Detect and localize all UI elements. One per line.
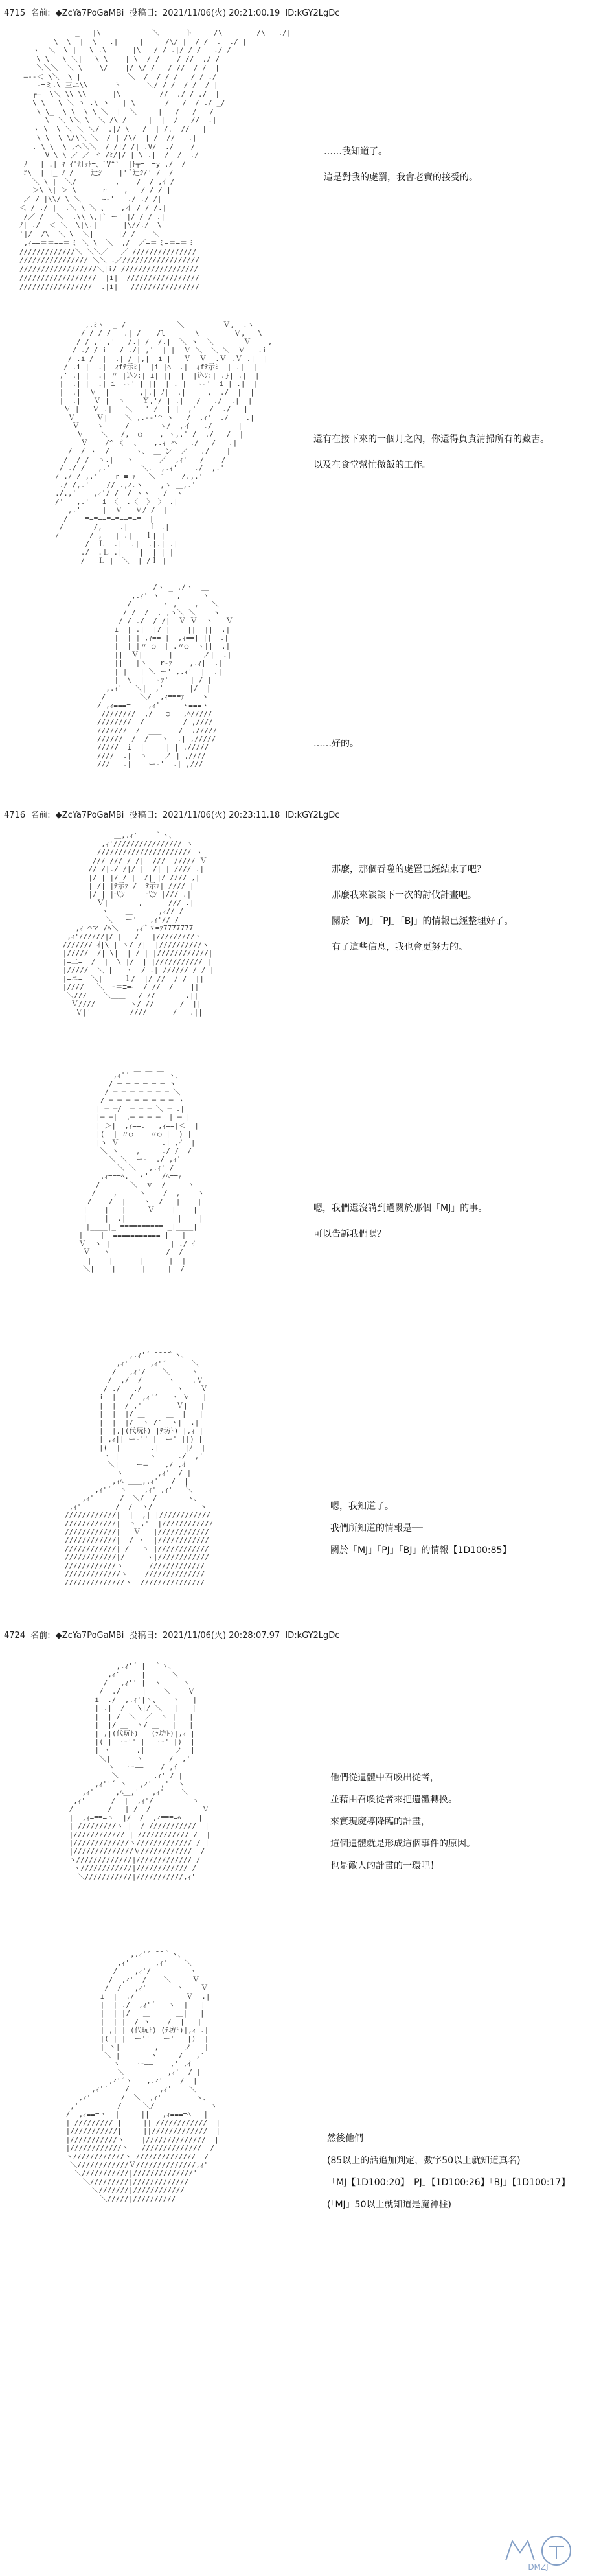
post-trip: ◆ZcYa7PoGaMBi <box>55 1631 124 1640</box>
post-name-label: 名前: <box>30 811 51 820</box>
dmzj-logo-icon <box>493 2527 584 2572</box>
dialog-text-block <box>313 426 579 478</box>
dialog-text-block <box>330 1495 583 1561</box>
post-datetime: 2021/11/06(火) 20:28:07.97 <box>163 1631 280 1640</box>
dialog-line: 然後他們 <box>327 2133 363 2144</box>
post-datetime: 2021/11/06(火) 20:21:00.19 <box>163 8 280 18</box>
post-header <box>4 4 574 23</box>
ascii-art-character: ,.ﾐヽ _ / ＼ Ｖ, .ヽ / / / / .| / /l \ Ｖ, \ / / ,' ,' /.| / /.| ＼ ヽ ＼ Ｖ , / ./ / i / ./| ,' | | Ｖ ＼ ＼ ＼ Ｖ .i / .i / | .| / |,| i | Ｖ Ｖ .Ｖ .Ｖ .| | / .i | .| ｨfﾃ示ﾐ| |i |ﾍ .| ｨfﾃ示ﾐ | .| | ,' .| | .| 〃 |込ﾝ:| i| || | |込ﾝ:| .}| .| | | .| | .| i ｰｰ' | || | . | ｰｰ' i | .| | | .| Ｖ | ,|.| ﾉ| .| , ./ | | | .| Ｖ | ヽ Ｙ,'/ | .| / ./ .| | Ｖ | Ｖ .| ＼ ' / | | ,' / ./ | Ｖ Ｖ| ＼ ,.-‐'^ ヽ / ,ｨ' ./ .| Ｖ ヽ / ヽ/ ,イ ./ | Ｖ ＼ /, ○ , ヽ,.' / ./ / | Ｖ /^ く 、 ,.ｨ ハ ./ / .| / / ヽ / ___ ヽ、 ＿_ン ／ ./ | / / / ヽ.| ヽ ／ ,ｨ' / / / ./ / ,.' ＼. ,.ｨ' ./ ,.' / ./ / ,.' r=≡=ｧ ＼ ′ /.,.' ./ /,.' // .,ｨ.ヽ ,ヽ ＿,.' ./.,' ,ｨ'/ / / ヽヽ / ヽ /' ,.' i 〈 .〈 〉 〉 .| ,.' | Ｖ Ｖ/ / | / ≡=≡==≡=≡==≡=≡ | / /, .| ｌ .| / / , | .| ｌ| | / Ｌ .| .| .|.| .| ./ .Ｌ .| | | | | / Ｌ | ＼ | /ｌ | <box>55 321 273 565</box>
dialog-line: 以及在食堂幫忙做飯的工作。 <box>313 460 431 470</box>
dialog-line: 關於「MJ」「PJ」「BJ」的情報已經整理好了。 <box>332 916 514 926</box>
dialog-text-block <box>324 139 570 190</box>
post-date-label: 投稿日: <box>129 8 157 18</box>
dialog-line: 我們所知道的情報是── <box>330 1523 423 1534</box>
dialog-line: 可以告訴我們嗎？ <box>313 1229 386 1239</box>
dialog-line: 那麼我來談談下一次的討伐計畫吧。 <box>332 890 477 901</box>
dialog-line: 嗯，我知道了。 <box>330 1501 394 1512</box>
dialog-line: 嗯，我們還沒講到過關於那個「MJ」的事。 <box>313 1203 488 1213</box>
ascii-art-character: ,.ｨ'´ ̄ ̄ ̄ ̄｀ヽ、 ,ｨ' ,ｨ'´ ＼ / ,ｨ'/ ＼ ヽ / ,/ / ヽ .Ｖ / ./ ./ ヽ Ｖ i | / ,ｨ'´ ヽ Ｖ | | | / ,' Ｖ| | | | |/ ＿_ ＿_ | | | | |/ ̄ ̄ヽ /' ̄ ̄ヽ| .| | |,|(代玩ﾄ) |ﾃ坊ﾄ) |,ｨ | | ,ｨ|| ー‐'' | ー' ||) | |( | .| |ﾉ | ヽ | ヽ ./ ,' ＼| ー― ,/ ,ｲ ヽ ,ｨ' / | ,ｨﾍ ＿＿,.ｨ' / | ,ｨ'´ ヽ ,ｨ' ,ｨ' ＼ ,ｨ' / ＼/ / ヽ、 ,ｨ' / / ヽ/ ヽ ////////////| | ,| |//////////// ////////////| ヽ ,' |//////////// ////////////| Ｖ |//////////// ////////////| / ヽ |//////////// ////////////| / ヽ |//////////// ////////////|/ ヽ|//////////// ////////////ヽ ///////////// /////////////ヽ ////////////// //////////////ヽ /////////////// <box>65 1351 214 1587</box>
dialog-line: 「MJ【1D100:20】「PJ」【1D100:26】「BJ」【1D100:17】 <box>327 2178 571 2188</box>
site-watermark-logo <box>493 2527 584 2572</box>
post-header <box>4 1626 574 1646</box>
ascii-art-character: ｜ ,.ｨ'´ | ｀ヽ、 ,ｨ' | ＼ / ,ｨ'' | ヽ ヽ / ./ | ＼ Ｖ i ./ ,.ｨ'|ヽ、 ヽ | | .| / \|/ ＼ | | | | / ＼ ／ ヽ | | | |/ ＿_ ヽ/ ＿_ | | | ,|(代玩ﾄ) (ﾃ坊ﾄ)|,ｨ | |( | ー'' | ー' |) | | ヽ .| ノ | ＼| ヽ / ,' ヽ ー―― / ,ｲ ＼ ,ｨ' / | ,ｨ''´ ヽ ,ｨ' ,' ヽ ,ｨ' ,ﾍ＿,' ,ｨ' ＼ ,ｨ' / | ,ｨ'/ ヽ / / | / / Ｖ | ,ｨ=≡≡=ヽ |/ / ,ｨ≡≡≡=ﾍ | | /////////ヽ | / /////////// | |//////////// | //////////// / | |/////////////ヽ///////////// / | |//////////////Ｖ//////////// / ヽ/////////////|///////////// / ヽ////////////|//////////// / ＼///////////|///////////,ｨ' <box>69 1653 211 1881</box>
dialog-text-block <box>332 857 584 960</box>
dialog-text-block <box>330 1767 583 1877</box>
ascii-art-character: ＿,.ｨ' ̄ ̄ ̄ ｀ヽ、 ,ｨ'//////////////// ヽ ////////////////////// ヽ /// /// / /| /// ///// Ｖ // /|./ /|/ | /| | //// .| |/ | |/ / | /| |/ //// ,| | /| |ﾃ示ｧ / ﾃ示ｧ| //// | |/ | |弋ﾝ 弋ﾝ |/// .| Ｖ| , /// .| ヽ ＿_ ,ｨ// / ＼ ー' ,ｨ'// / ,ｨ ⌒マ /ﾍ＼___ ,ｨ'ﾞヾ=ｧ7777777 ,ｨ'//////|/ | / |/////////ヽ /////// ｲ|\ | ヽ/ /| |//////////ヽ |///// /| \| | / | |////////////| |=二= / | \ |/ | |/////////// | |///// ＼ | ヽ / .| ////// / / | |=ニ= ＼| ｌ/ |/ // / / || |//// ＼ ー＝≡=ｰ / // / || ＼/// ＼＿＿ / // .|| Ｖ//// ヽ/ // / || Ｖ|' //// / .|| <box>62 831 214 1017</box>
post-datetime: 2021/11/06(火) 20:23:11.18 <box>163 811 280 820</box>
dialog-line: 他們從遺體中召喚出從者， <box>330 1773 439 1783</box>
dialog-line: 有了這些信息，我也會更努力的。 <box>332 942 468 952</box>
post-name-label: 名前: <box>30 1631 51 1640</box>
dialog-text-block <box>313 1195 585 1247</box>
dialog-line: 來實現魔導降臨的計畫， <box>330 1817 430 1827</box>
post-id: ID:kGY2LgDc <box>285 811 340 820</box>
post-trip: ◆ZcYa7PoGaMBi <box>55 8 124 18</box>
dialog-line: 還有在接下來的一個月之內，你還得負責清掃所有的藏書。 <box>313 434 549 444</box>
post-number: 4716 <box>4 811 26 820</box>
watermark-text: DMZJ <box>528 2562 549 2571</box>
ascii-art-character: ＿＿＿＿＿ ,ｨ'´ ￣ ￣ ￣ ヽ、 / ─ ─ ─ ─ ─ ─ ヽ / ─ ─ ─ ─ ─ ─ ─ ＼ / ─ ─ ─ ─ ─ ─ ─ ─ ヽ | ─ ─/ ─ ─ ─ ＼ ─ .| |─ ─| .─ ─ ─ ─ | ─ | | ＞| ,ｨ==. ,ｨ==|＜ | |( | 〃○ 〃○ | ) | |ヽ Ｖ .| ,ｲ | ＼ ヽ , ./ / / ＼ ＼ ー‐ ./ ,ｨ' ＼ ＼ ,.ｨ' / ,ｨ===ﾍ. ヽ' __/ﾍ==ｧ / ＼ ｖ / ヽ / , ヽ / , ヽ / / | ヽ / | | | | | Ｖ | | | | .| | | ＿|____|_ ≡≡≡≡≡≡≡≡≡≡ _|____|＿ | | ≡≡≡≡≡≡≡≡≡≡≡ | | Ｖ ヽ | | ./ ｲ Ｖ ヽ / / | | | | | ＼| | | | / <box>78 1063 205 1273</box>
dialog-line: 關於「MJ」「PJ」「BJ」的情報【1D100:85】 <box>330 1545 512 1556</box>
post-id: ID:kGY2LgDc <box>285 1631 340 1640</box>
dialog-line: 那麼，那個吞噬的處置已經結束了吧？ <box>332 864 486 875</box>
post-date-label: 投稿日: <box>129 811 157 820</box>
dialog-line: (85以上的話追加判定，數字50以上就知道真名) <box>327 2156 521 2166</box>
dialog-line: ……好的。 <box>313 739 359 749</box>
post-number: 4715 <box>4 8 26 18</box>
post-number: 4724 <box>4 1631 26 1640</box>
dialog-line: 這個遺體就是形成這個事件的原因。 <box>330 1839 475 1849</box>
dialog-line: 並藉由召喚從者來把遺體轉換。 <box>330 1795 457 1805</box>
post-trip: ◆ZcYa7PoGaMBi <box>55 811 124 820</box>
post-date-label: 投稿日: <box>129 1631 157 1640</box>
dialog-line: (「MJ」50以上就知道是魔神柱) <box>327 2200 451 2210</box>
dialog-line: 這是對我的處罰，我會老實的接受的。 <box>324 172 478 183</box>
ascii-art-character: _ |\ ＼ ト /\ /\ ./| \ \ | \ .| | /\/ | / / . ./ | ヽ ＼ \ | \ .\ |\ / / .|/ / / ./ / \ \ \ ＼| \ \ | \ / / / // ./ / ＼＼＼ ＼ \ \/ |/ \/ / / // / / | ―--＜ \＼ \ | ＼ / / / / / / ./ -=ミ.\ 三ニ\\ ト ＼/ / / / / / | ┌― \＼ \\ \\ |\ // ./ / ./ | \ \ \ ＼ ヽ .\ ヽ | \ / / / ./ _/ \ \_ \ \ \ \ ＼ | ＼ | / / / \ ＼ \＼ \ ＼ /\ / | | / // .| ヽ \ \ ＼ ＼ ＼/ .|/ \ / | /. // | \ \ \ \/\＼ ＼ / | /\/ | / // .| . \ \ \ ,へ＼＼ / /|/ /| .V/ ./ / V \ \ ／ ／ ヾ /ﾐ/|/ | \ .| / / ./ ﾉ | .| ﾏ ｲ'灯ｯﾄ=、ﾞV^` |ﾄ┬=＝=y ./ / ﾆ\ | |_ ﾉ / 辷ｼ |' ﾞ辷ｼ/' / / ＼ \ | ＼/ , / / ,ｲ / ＞\ \| ＞ \ r_ __, / / / | ／ / |\\/ \ ＼ ｰ-' ./ ./ /| ＜ / ./ | .＼ \ ＼ 、 ,イ / / /.| /／ / ＼ .\\ \,|` ー' |/ / / .| ﾉ| ./ ＜ ＼ \|\.| |\//./ \ `|/ /\ ＼ \ ＼| |/ / ＼ ,ｨ==＝＝==＝ミ ＼ \ ＼ ,/ ／=＝ミ=＝=＝ミ /////////////＼ ＼＼／¨¨¨／ /////////////// //////////////// ＼＼ .／////////////////// //////////////////＼|i/ ////////////////// ////////////////// |i| ///////////////// ///////////////// .|i| //////////////// <box>19 29 291 291</box>
dialog-line: ……我知道了。 <box>324 146 387 157</box>
ascii-art-character: /ヽ _ ./ヽ ＿ ,.ｨ' ヽ , ヽ / ヽ , , ＼ / / / , ,ヽ＼ ＼ ヽ / / ./ / /| Ｖ Ｖ ヽ Ｖ i | .| |/ | || || .| | | | ,ｨ== | ,ｨ==| || .| | | |〃 ○ | .〃○ ヽ|| .| || Ｖ| | ノ| .| || |ヽ r-ｧ ,.ｨ| .| | | | ＼ ー' ,.ｨ' | .| | \ | ｰｧ' | / | ,.ｨ' ＼| ,' |/ | / ＼/ ,ｨ≡≡≡ｧ ヽ / ,ｨ≡≡≡= ,ｨ' ヽ≡≡≡ヽ //////// ,/ ○ ,ﾍ///// //////// / / ,//// /////// / ___ / .///// ////// / / ヽ .| ,///// ///// i | | | .///// //// .| ヽ ノ | ,//// /// .| ー‐' .| ,/// <box>97 583 233 768</box>
ascii-art-character: ,.ｨ'´ ̄ ̄ ｀ヽ、 ,ｨ' ,ｨ' ＼ / ,ｨ'/ ヽ / ,ｨ' / ＼ Ｖ / / ,ｨ' ヽ Ｖ i | ./ Ｖ .| | | ./ ,ｨ'´ ヽ | | | | |/ ＿ ＿| | | | | / ̄ヽ / ̄ | | | ,| | (代玩ﾄ) (ﾃ坊ﾄ)|,ｨ .| |( | | ー'' ー' |) | | ヽ| , ノ | ＼ | ヽ / ,' ヽ ー―― ,' ,ｲ ＼ ,ｨ' / | ,ｨ'´ヽ＿＿,.ｨ' / | ,ｨ'´ / ,ｨ' ＼ ,ｨ' / ＼ ,ｨ' ヽ、 ,' / ＼/ ヽ / ,ｨ≡≡=ヽ | || ,ｨ≡≡≡=ﾍ | | ///////// | || //////////// | |///////////| ||///////////// | |///////////ヽ |////////////// | |////////////ヽ ////////////// / ヽ////////////ヽ ////////////// / ＼////////////Ｖ//////////////,ｨ' ＼///////////|//////////////' ＼/////////|///////////// ＼///////|//////////// ＼/////|////////// <box>65 1950 221 2203</box>
post-name-label: 名前: <box>30 8 51 18</box>
dialog-text-block <box>327 2128 586 2216</box>
dialog-line: 也是敵人的計畫的一環吧！ <box>330 1861 439 1871</box>
dialog-text-block <box>313 731 508 757</box>
post-header <box>4 806 574 825</box>
post-id: ID:kGY2LgDc <box>285 8 340 18</box>
